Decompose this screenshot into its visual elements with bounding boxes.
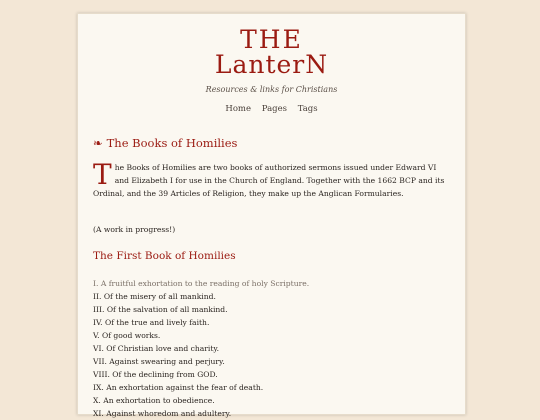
list-item xyxy=(93,368,309,381)
homily-link[interactable]: VI. Of Christian love and charity. xyxy=(93,344,220,353)
nav-home[interactable]: Home xyxy=(225,104,252,114)
intro-paragraph xyxy=(93,158,453,200)
list-item xyxy=(93,329,309,342)
list-item xyxy=(93,394,309,407)
list-item xyxy=(93,316,309,329)
nav-pages[interactable]: Pages xyxy=(261,104,287,114)
main-nav xyxy=(78,104,465,114)
homily-link[interactable]: IX. An exhortation against the fear of death. xyxy=(93,383,264,392)
site-tagline: Resources & links for Christians xyxy=(205,85,338,94)
book-heading: The First Book of Homilies xyxy=(93,250,236,262)
homily-link[interactable]: IV. Of the true and lively faith. xyxy=(93,318,210,327)
drop-cap: T xyxy=(93,158,112,191)
homily-link[interactable]: VII. Against swearing and perjury. xyxy=(93,357,225,366)
section-title-text: The Books of Homilies xyxy=(106,136,238,150)
site-title-line1[interactable]: THE xyxy=(240,25,303,54)
fleuron-icon: ❧ xyxy=(93,136,103,150)
site-title-line2[interactable]: LanterN xyxy=(214,50,329,79)
intro-text: he Books of Homilies are two books of authorized sermons issued under Edward VI and Elizabeth I for use in the Church of England. Together with the 1662 BCP and its Ordinal, and the 39 Articles of Religion, they make up the Anglican Formularies. xyxy=(93,163,445,198)
homily-link[interactable]: VIII. Of the declining from GOD. xyxy=(93,370,218,379)
homily-link[interactable]: XI. Against whoredom and adultery. xyxy=(93,409,232,418)
list-item xyxy=(93,277,309,290)
nav-tags[interactable]: Tags xyxy=(297,104,318,114)
section-heading xyxy=(93,136,237,150)
list-item xyxy=(93,381,309,394)
homily-link[interactable]: I. A fruitful exhortation to the reading of holy Scripture. xyxy=(93,279,310,288)
homily-list xyxy=(93,277,309,420)
list-item xyxy=(93,342,309,355)
homily-link[interactable]: X. An exhortation to obedience. xyxy=(93,396,215,405)
homily-link[interactable]: III. Of the salvation of all mankind. xyxy=(93,305,228,314)
list-item xyxy=(93,303,309,316)
list-item xyxy=(93,290,309,303)
work-in-progress-note: (A work in progress!) xyxy=(93,225,176,234)
homily-link[interactable]: V. Of good works. xyxy=(93,331,161,340)
homily-link[interactable]: II. Of the misery of all mankind. xyxy=(93,292,216,301)
list-item xyxy=(93,407,309,420)
page-card xyxy=(77,13,466,418)
list-item xyxy=(93,355,309,368)
